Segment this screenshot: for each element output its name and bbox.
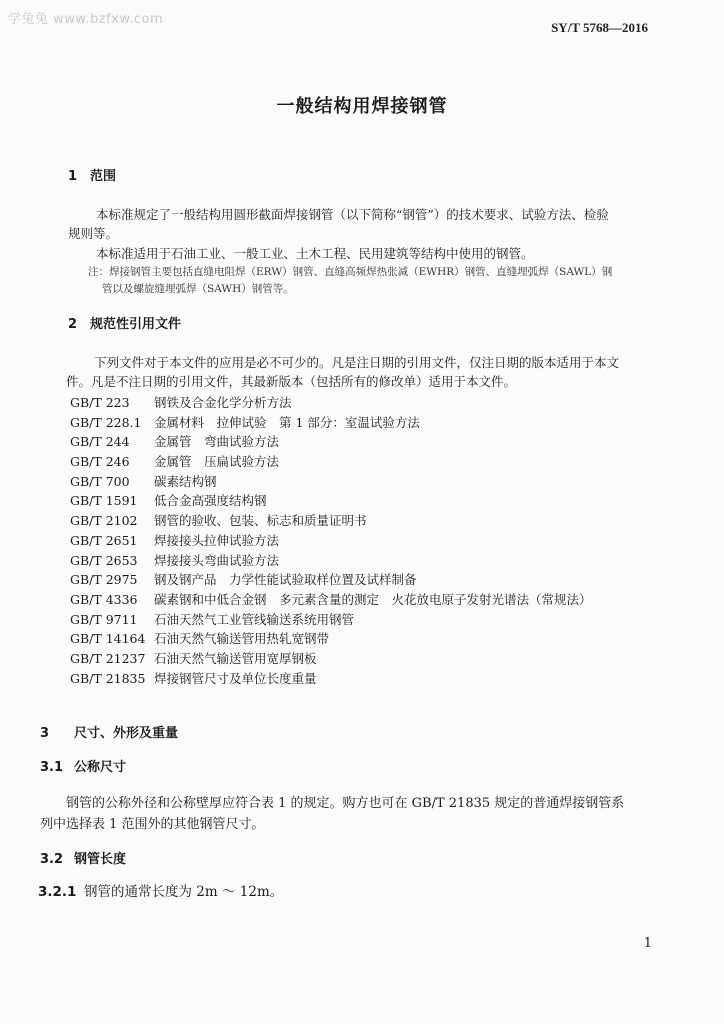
list-item: GB/T 14164 石油天然气输送管用热轧宽钢带 xyxy=(70,631,330,647)
section-3-1-para-line-2: 列中选择表 1 范围外的其他钢管尺寸。 xyxy=(40,817,265,832)
section-1-note-line-1: 注：焊接钢管主要包括直缝电阻焊（ERW）钢管、直缝高频焊热张减（EWHR）钢管、直缝埋弧焊（SAWL）钢 xyxy=(88,266,613,278)
section-3-2-1-clause xyxy=(38,880,283,900)
section-title: 公称尺寸 xyxy=(74,760,127,775)
list-item: GB/T 1591 低合金高强度结构钢 xyxy=(70,493,267,509)
list-item: GB/T 2653 焊接接头弯曲试验方法 xyxy=(70,552,280,568)
section-number: 1 xyxy=(68,169,78,184)
section-number: 2 xyxy=(68,317,78,332)
section-1-para-1-line-1: 本标准规定了一般结构用圆形截面焊接钢管（以下简称“钢管”）的技术要求、试验方法、检验 xyxy=(96,207,609,222)
list-item: GB/T 2975 钢及钢产品 力学性能试验取样位置及试样制备 xyxy=(70,572,417,588)
section-3-1-para-line-1: 钢管的公称外径和公称壁厚应符合表 1 的规定。购方也可在 GB/T 21835 规定的普通焊接钢管系 xyxy=(66,796,625,811)
section-title: 钢管长度 xyxy=(74,852,127,867)
list-item: GB/T 4336 碳素钢和中低合金钢 多元素含量的测定 火花放电原子发射光谱法（常规法） xyxy=(70,591,592,607)
list-item: GB/T 700 碳素结构钢 xyxy=(70,473,217,489)
list-item: GB/T 246 金属管 压扁试验方法 xyxy=(70,454,280,470)
section-3-2-heading xyxy=(40,848,126,867)
section-1-heading xyxy=(68,165,116,184)
section-1-para-1-line-2: 规则等。 xyxy=(68,226,119,241)
page-number: 1 xyxy=(643,936,652,951)
section-3-heading xyxy=(40,722,178,741)
section-2-para-line-1: 下列文件对于本文件的应用是必不可少的。凡是注日期的引用文件，仅注日期的版本适用于本文 xyxy=(94,355,620,370)
list-item: GB/T 244 金属管 弯曲试验方法 xyxy=(70,434,280,450)
document-title: 一般结构用焊接钢管 xyxy=(276,96,448,117)
list-item: GB/T 2102 钢管的验收、包装、标志和质量证明书 xyxy=(70,513,367,529)
list-item: GB/T 9711 石油天然气工业管线输送系统用钢管 xyxy=(70,611,355,627)
section-number: 3.2 xyxy=(40,852,64,867)
section-number: 3.1 xyxy=(40,760,64,775)
section-number: 3 xyxy=(40,726,50,741)
section-2-heading xyxy=(68,313,181,332)
section-title: 范围 xyxy=(90,169,117,184)
list-item xyxy=(70,688,592,708)
list-item: GB/T 223 钢铁及合金化学分析方法 xyxy=(70,395,292,410)
section-1-note-line-2: 管以及螺旋缝埋弧焊（SAWH）钢管等。 xyxy=(102,283,294,295)
clause-text: 钢管的通常长度为 2m ～ 12m。 xyxy=(84,884,284,900)
section-title: 尺寸、外形及重量 xyxy=(74,726,179,741)
section-1-para-2: 本标准适用于石油工业、一般工业、土木工程、民用建筑等结构中使用的钢管。 xyxy=(96,246,534,261)
clause-number: 3.2.1 xyxy=(38,884,77,900)
standard-number: SY/T 5768—2016 xyxy=(551,20,648,35)
section-3-1-heading xyxy=(40,756,126,775)
list-item: GB/T 21835 焊接钢管尺寸及单位长度重量 xyxy=(70,670,317,686)
list-item: GB/T 228.1 金属材料 拉伸试验 第 1 部分：室温试验方法 xyxy=(70,414,420,430)
list-item: GB/T 2651 焊接接头拉伸试验方法 xyxy=(70,532,280,548)
watermark: 学兔兔 www.bzfxw.com xyxy=(8,12,164,27)
section-2-para-line-2: 件。凡是不注日期的引用文件，其最新版本（包括所有的修改单）适用于本文件。 xyxy=(66,374,517,389)
list-item: GB/T 21237 石油天然气输送管用宽厚钢板 xyxy=(70,650,317,666)
section-title: 规范性引用文件 xyxy=(90,317,182,332)
normative-reference-list xyxy=(70,393,592,708)
